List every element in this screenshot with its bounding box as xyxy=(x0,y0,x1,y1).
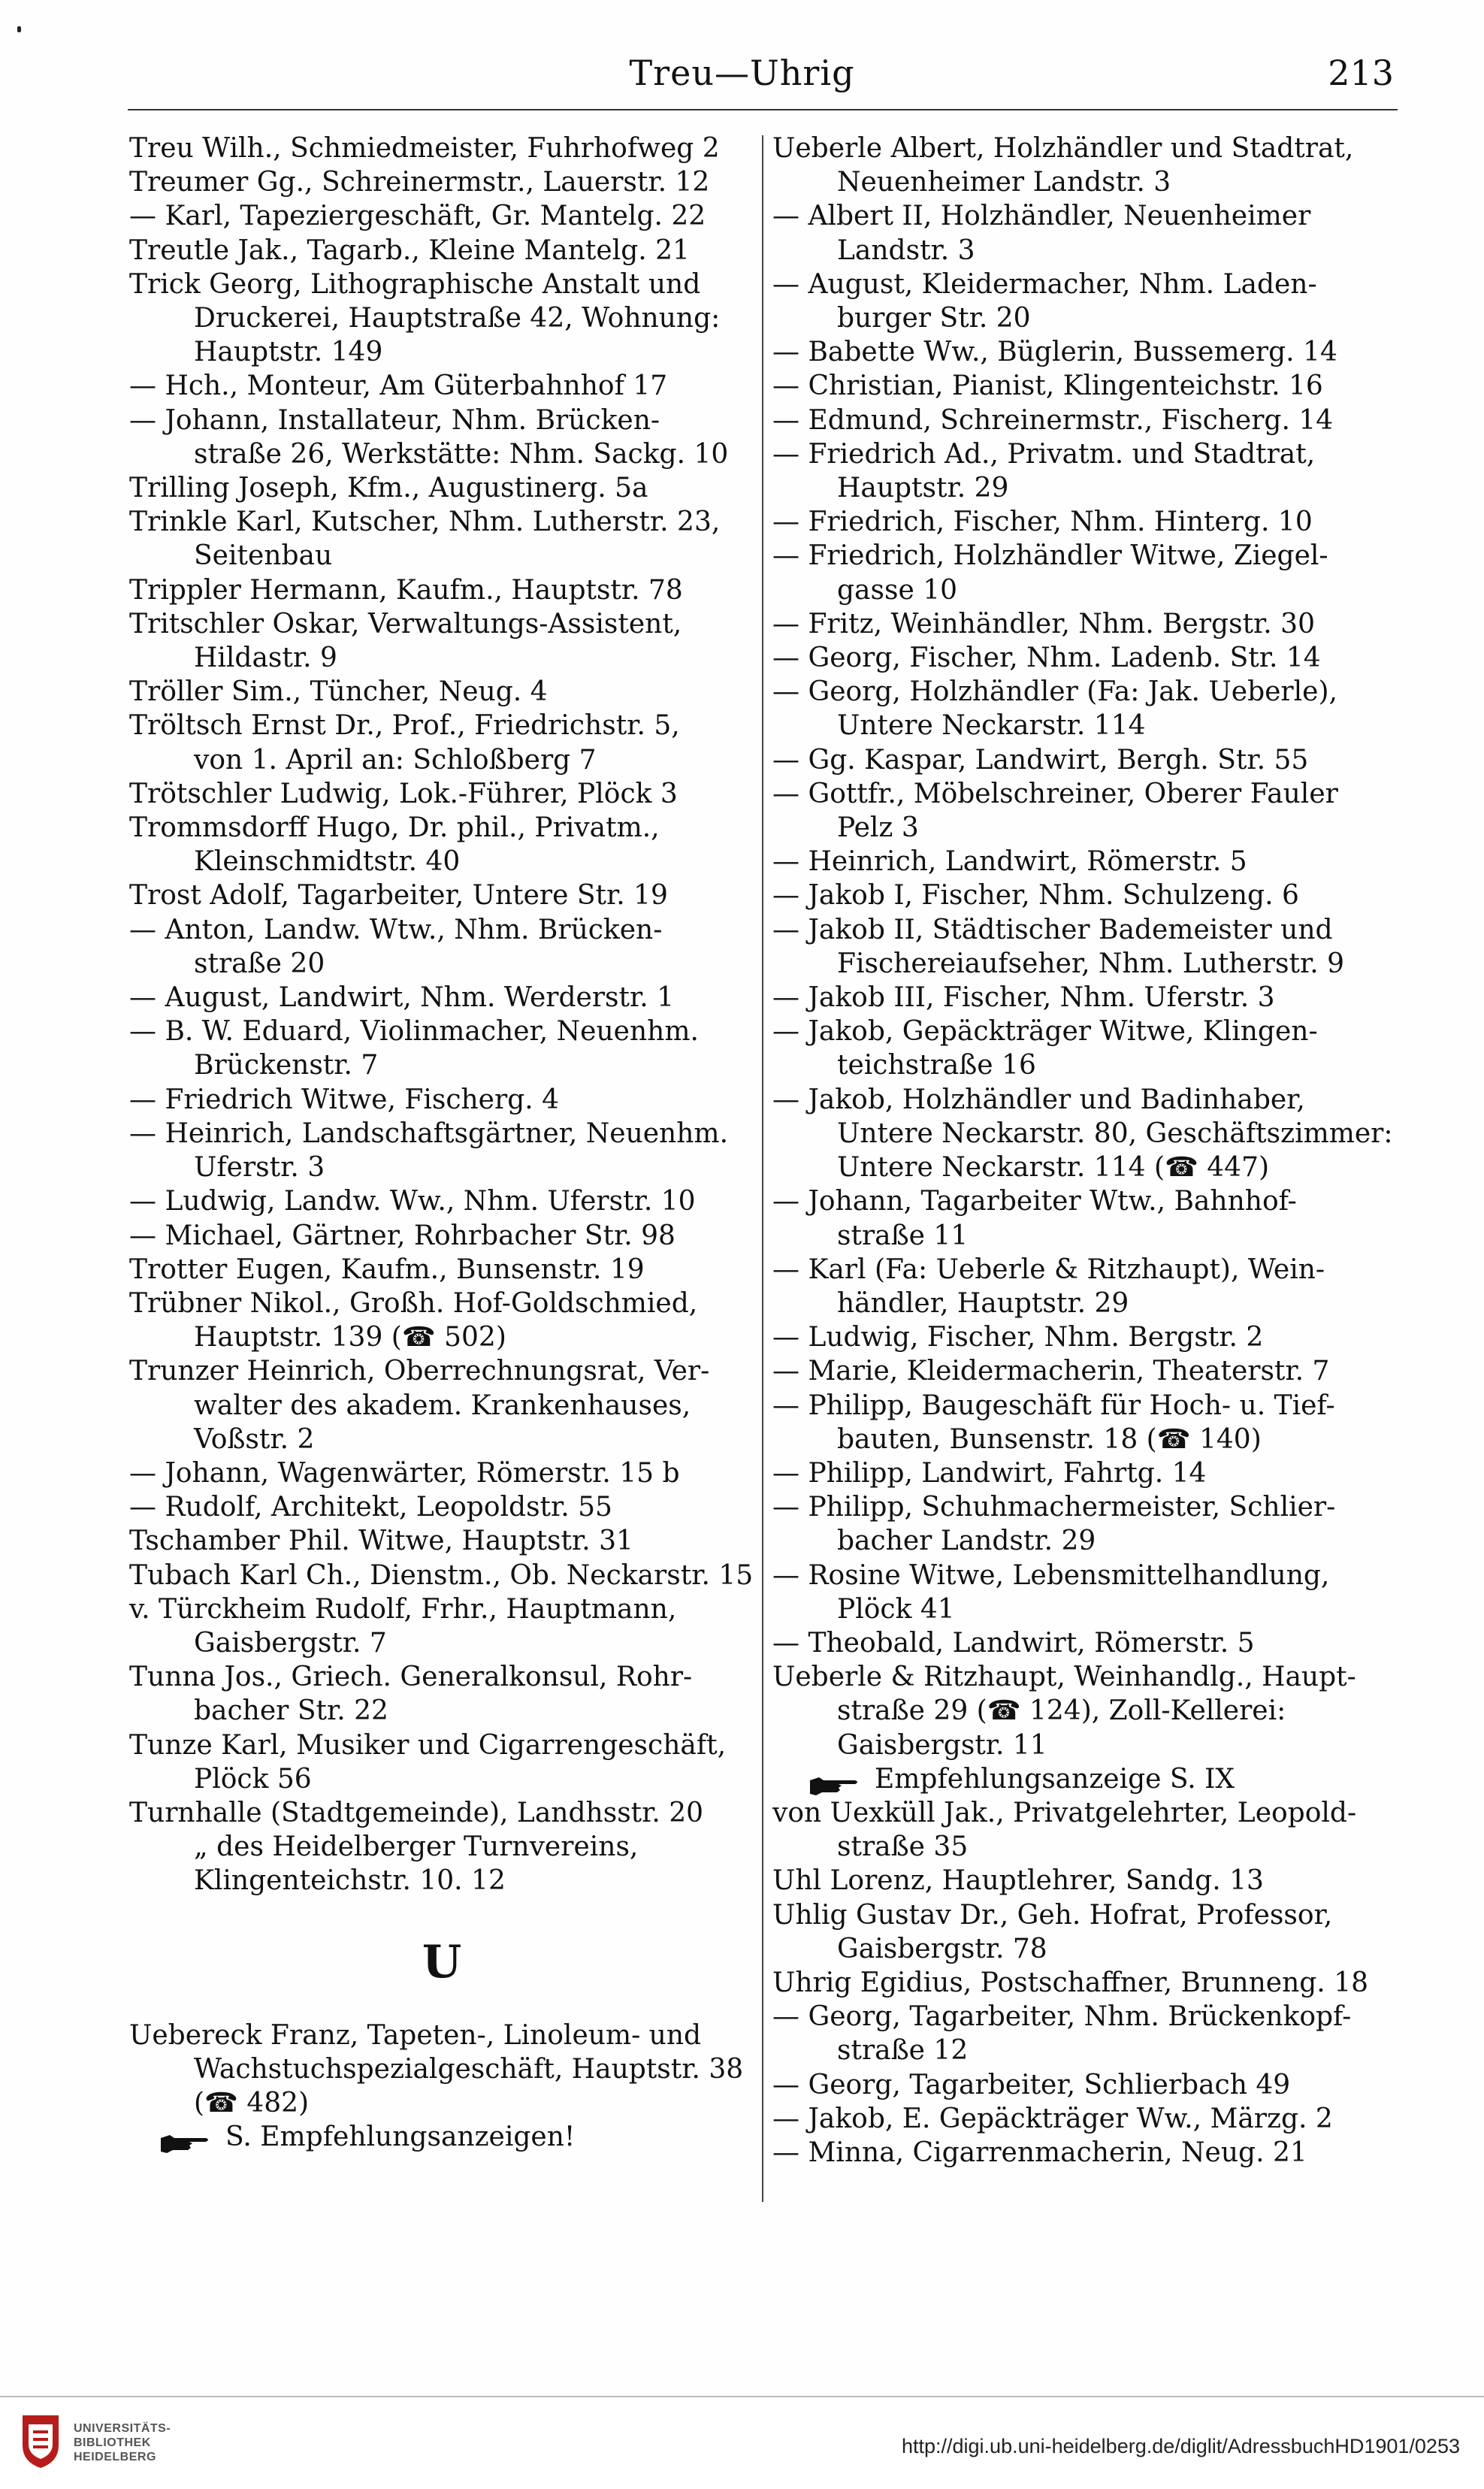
directory-entry xyxy=(129,709,754,776)
directory-entry xyxy=(772,1626,1398,1660)
entry-line: — Friedrich, Holzhändler Witwe, Ziegel- xyxy=(772,540,1328,572)
entry-line: Tubach Karl Ch., Dienstm., Ob. Neckarstr. 15 xyxy=(129,1559,754,1591)
entry-line: — Georg, Tagarbeiter, Schlierbach 49 xyxy=(772,2069,1291,2100)
directory-entry xyxy=(129,471,754,505)
right-column xyxy=(772,132,1398,2221)
entry-line: Trötschler Ludwig, Lok.-Führer, Plöck 3 xyxy=(129,778,678,809)
directory-entry xyxy=(772,1389,1398,1456)
entry-continuation-line: Klingenteichstr. 10. 12 xyxy=(194,1865,506,1897)
entry-continuation-line: straße 11 xyxy=(837,1220,969,1251)
entry-line: Ueberle Albert, Holzhändler und Stadtrat, xyxy=(772,133,1354,164)
directory-entry xyxy=(772,1796,1398,1864)
entry-line: — August, Landwirt, Nhm. Werderstr. 1 xyxy=(129,982,675,1014)
entry-line: — Ludwig, Fischer, Nhm. Bergstr. 2 xyxy=(772,1322,1264,1353)
entry-line: — Jakob, Gepäckträger Witwe, Klingen- xyxy=(772,1016,1318,1048)
directory-entry xyxy=(772,845,1398,879)
entry-continuation-line: Brückenstr. 7 xyxy=(194,1050,379,1081)
entry-continuation-line: Hildastr. 9 xyxy=(194,643,337,674)
footer xyxy=(0,2397,1484,2489)
directory-entry xyxy=(129,132,754,165)
library-name-line: UNIVERSITÄTS- xyxy=(74,2422,171,2435)
directory-entry xyxy=(772,132,1398,199)
directory-entry xyxy=(772,1253,1398,1320)
entry-line: Uebereck Franz, Tapeten-, Linoleum- und xyxy=(129,2019,702,2051)
directory-entry xyxy=(129,165,754,199)
entry-line: — August, Kleidermacher, Nhm. Laden- xyxy=(772,268,1317,300)
entry-continuation-line: „ des Heidelberger Turnvereins, xyxy=(194,1831,639,1863)
entry-continuation-line: straße 12 xyxy=(837,2035,969,2067)
entry-line: Trinkle Karl, Kutscher, Nhm. Lutherstr. 23, xyxy=(129,507,721,538)
entry-continuation-line: Uferstr. 3 xyxy=(194,1152,325,1184)
directory-entry xyxy=(129,1796,754,1898)
directory-entry xyxy=(772,607,1398,641)
entry-line: Trunzer Heinrich, Oberrechnungsrat, Ver- xyxy=(129,1356,710,1387)
entry-line: — Friedrich, Fischer, Nhm. Hinterg. 10 xyxy=(772,507,1313,538)
entry-line: Uhrig Egidius, Postschaffner, Brunneng. 18 xyxy=(772,1967,1369,1998)
column-divider xyxy=(762,135,763,2202)
directory-entry xyxy=(772,2000,1398,2067)
entry-continuation-line: Untere Neckarstr. 114 xyxy=(837,710,1146,742)
left-u-entries xyxy=(129,2019,754,2121)
entry-continuation-line: Kleinschmidtstr. 40 xyxy=(194,846,461,878)
entry-continuation-line: Pelz 3 xyxy=(837,812,919,844)
directory-entry xyxy=(772,1456,1398,1490)
entry-line: Trilling Joseph, Kfm., Augustinerg. 5a xyxy=(129,473,648,504)
entry-line: — Ludwig, Landw. Ww., Nhm. Uferstr. 10 xyxy=(129,1186,696,1217)
entry-line: — Georg, Tagarbeiter, Nhm. Brückenkopf- xyxy=(772,2001,1352,2033)
directory-entry xyxy=(772,268,1398,335)
directory-entry xyxy=(129,913,754,981)
entry-line: Uhl Lorenz, Hauptlehrer, Sandg. 13 xyxy=(772,1865,1264,1897)
entry-line: Turnhalle (Stadtgemeinde), Landhsstr. 20 xyxy=(129,1797,704,1828)
header-divider xyxy=(128,109,1398,110)
entry-line: — Hch., Monteur, Am Güterbahnhof 17 xyxy=(129,370,668,402)
directory-entry xyxy=(129,1015,754,1082)
entry-continuation-line: straße 29 (☎ 124), Zoll-Kellerei: xyxy=(837,1695,1286,1727)
pointing-hand-icon xyxy=(159,2129,212,2149)
library-name xyxy=(74,2421,171,2464)
directory-entry xyxy=(129,1524,754,1558)
directory-entry xyxy=(772,2068,1398,2102)
section-letter: U xyxy=(422,1935,462,1988)
entry-line: Ueberle & Ritzhaupt, Weinhandlg., Haupt- xyxy=(772,1662,1356,1693)
entry-continuation-line: Wachstuchspezialgeschäft, Hauptstr. 38 xyxy=(194,2053,744,2085)
library-name-line: BIBLIOTHEK xyxy=(74,2436,151,2449)
directory-entry xyxy=(772,1898,1398,1966)
directory-entry xyxy=(772,1864,1398,1898)
entry-continuation-line: Untere Neckarstr. 80, Geschäftszimmer: xyxy=(837,1117,1393,1149)
entry-line: — Philipp, Baugeschäft für Hoch- u. Tief- xyxy=(772,1390,1335,1421)
library-name-line: HEIDELBERG xyxy=(74,2451,156,2463)
entry-line: — Michael, Gärtner, Rohrbacher Str. 98 xyxy=(129,1220,676,1251)
entry-continuation-line: Hauptstr. 149 xyxy=(194,337,383,368)
directory-entry xyxy=(772,1354,1398,1388)
directory-entry xyxy=(129,1287,754,1354)
directory-entry xyxy=(772,1490,1398,1558)
directory-entry xyxy=(129,675,754,709)
entry-continuation-line: bacher Landstr. 29 xyxy=(837,1526,1096,1557)
entry-continuation-line: walter des akadem. Krankenhauses, xyxy=(194,1390,691,1421)
entry-continuation-line: Landstr. 3 xyxy=(837,234,975,266)
entry-line: — Karl (Fa: Ueberle & Ritzhaupt), Wein- xyxy=(772,1254,1325,1285)
entry-line: — Fritz, Weinhändler, Nhm. Bergstr. 30 xyxy=(772,608,1315,640)
entry-line: Tröltsch Ernst Dr., Prof., Friedrichstr. 5, xyxy=(129,710,680,742)
print-speck xyxy=(17,26,21,32)
directory-entry xyxy=(772,743,1398,777)
entry-continuation-line: burger Str. 20 xyxy=(837,303,1031,334)
directory-entry xyxy=(129,573,754,607)
entry-line: Treumer Gg., Schreinermstr., Lauerstr. 12 xyxy=(129,167,710,198)
directory-entry xyxy=(772,913,1398,981)
directory-entry xyxy=(129,1660,754,1728)
entry-line: — Johann, Wagenwärter, Römerstr. 15 b xyxy=(129,1457,680,1489)
entry-line: Tunna Jos., Griech. Generalkonsul, Rohr- xyxy=(129,1662,693,1693)
directory-entry xyxy=(772,2136,1398,2170)
entry-continuation-line: Plöck 56 xyxy=(194,1763,312,1795)
entry-line: — Theobald, Landwirt, Römerstr. 5 xyxy=(772,1627,1255,1659)
directory-entry xyxy=(772,1966,1398,2000)
entry-line: — Minna, Cigarrenmacherin, Neug. 21 xyxy=(772,2137,1307,2168)
directory-entry xyxy=(772,505,1398,539)
entry-line: — Georg, Fischer, Nhm. Ladenb. Str. 14 xyxy=(772,643,1321,674)
entry-continuation-line: teichstraße 16 xyxy=(837,1050,1036,1081)
directory-entry xyxy=(129,268,754,370)
entry-line: — Marie, Kleidermacherin, Theaterstr. 7 xyxy=(772,1356,1330,1387)
entry-line: — Gottfr., Möbelschreiner, Oberer Fauler xyxy=(772,778,1338,809)
directory-entry xyxy=(129,607,754,675)
entry-line: — Heinrich, Landschaftsgärtner, Neuenhm. xyxy=(129,1117,729,1149)
entry-line: von Uexküll Jak., Privatgelehrter, Leopold- xyxy=(772,1797,1357,1828)
entry-line: — Philipp, Schuhmachermeister, Schlier- xyxy=(772,1492,1336,1523)
directory-entry xyxy=(129,1354,754,1456)
page-title: Treu—Uhrig xyxy=(629,53,855,93)
entry-line: — Jakob III, Fischer, Nhm. Uferstr. 3 xyxy=(772,982,1275,1014)
directory-entry xyxy=(129,879,754,912)
entry-continuation-line: Gaisbergstr. 7 xyxy=(194,1627,387,1659)
entry-line: Tröller Sim., Tüncher, Neug. 4 xyxy=(129,676,548,708)
directory-entry xyxy=(772,335,1398,369)
entry-continuation-line: Hauptstr. 29 xyxy=(837,473,1009,504)
entry-continuation-line: bauten, Bunsenstr. 18 (☎ 140) xyxy=(837,1423,1262,1455)
entry-line: v. Türckheim Rudolf, Frhr., Hauptmann, xyxy=(129,1593,677,1625)
entry-continuation-line: bacher Str. 22 xyxy=(194,1695,388,1727)
directory-entry xyxy=(772,404,1398,437)
left-column xyxy=(129,132,754,2221)
pointing-hand-icon xyxy=(808,1771,861,1791)
directory-entry xyxy=(129,1184,754,1218)
entry-line: Trotter Eugen, Kaufm., Bunsenstr. 19 xyxy=(129,1254,645,1285)
advertisement-note-text: S. Empfehlungsanzeigen! xyxy=(225,2122,576,2153)
entry-line: — Babette Ww., Büglerin, Bussemerg. 14 xyxy=(772,337,1337,368)
entry-line: Trick Georg, Lithographische Anstalt und xyxy=(129,268,701,300)
entry-continuation-line: Druckerei, Hauptstraße 42, Wohnung: xyxy=(194,303,721,334)
directory-entry xyxy=(772,369,1398,403)
right-entries xyxy=(772,132,1398,1762)
directory-entry xyxy=(129,404,754,471)
directory-entry xyxy=(129,777,754,811)
advertisement-note xyxy=(129,2120,754,2154)
directory-entry xyxy=(772,1184,1398,1252)
entry-continuation-line: Neuenheimer Landstr. 3 xyxy=(837,167,1171,198)
entry-continuation-line: straße 26, Werkstätte: Nhm. Sackg. 10 xyxy=(194,438,729,470)
entry-line: — Gg. Kaspar, Landwirt, Bergh. Str. 55 xyxy=(772,744,1309,776)
entry-line: — Friedrich Witwe, Fischerg. 4 xyxy=(129,1084,560,1115)
entry-line: — Johann, Installateur, Nhm. Brücken- xyxy=(129,404,660,436)
entry-line: — Heinrich, Landwirt, Römerstr. 5 xyxy=(772,846,1247,878)
entry-line: — Anton, Landw. Wtw., Nhm. Brücken- xyxy=(129,914,663,945)
entry-continuation-line: Gaisbergstr. 78 xyxy=(837,1933,1047,1964)
entry-line: — Jakob, E. Gepäckträger Ww., Märzg. 2 xyxy=(772,2103,1333,2134)
directory-entry xyxy=(129,369,754,403)
directory-entry xyxy=(129,1117,754,1184)
directory-entry xyxy=(129,1490,754,1524)
entry-continuation-line: straße 20 xyxy=(194,948,325,979)
directory-entry xyxy=(772,675,1398,742)
directory-entry xyxy=(129,199,754,233)
entry-line: — Karl, Tapeziergeschäft, Gr. Mantelg. 22 xyxy=(129,201,706,232)
entry-line: Tunze Karl, Musiker und Cigarrengeschäft, xyxy=(129,1729,727,1761)
entry-continuation-line: Plöck 41 xyxy=(837,1593,955,1625)
entry-continuation-line: gasse 10 xyxy=(837,574,958,606)
entry-line: — Rosine Witwe, Lebensmittelhandlung, xyxy=(772,1559,1330,1591)
entry-continuation-line: (☎ 482) xyxy=(194,2087,310,2119)
directory-entry xyxy=(129,1083,754,1117)
entry-line: Trost Adolf, Tagarbeiter, Untere Str. 19 xyxy=(129,880,668,912)
entry-line: Tritschler Oskar, Verwaltungs-Assistent, xyxy=(129,608,682,640)
directory-entry xyxy=(772,641,1398,675)
right-entries-after xyxy=(772,1796,1398,2170)
directory-entry xyxy=(772,539,1398,606)
advertisement-note xyxy=(772,1762,1398,1796)
directory-entry xyxy=(772,1083,1398,1185)
entry-continuation-line: straße 35 xyxy=(837,1831,969,1863)
entry-continuation-line: Voßstr. 2 xyxy=(194,1423,315,1455)
entry-line: — Georg, Holzhändler (Fa: Jak. Ueberle), xyxy=(772,676,1337,708)
entry-line: Uhlig Gustav Dr., Geh. Hofrat, Professor, xyxy=(772,1899,1333,1931)
entry-line: — Jakob II, Städtischer Bademeister und xyxy=(772,914,1333,945)
entry-continuation-line: Hauptstr. 139 (☎ 502) xyxy=(194,1322,506,1353)
entry-continuation-line: Fischereiaufseher, Nhm. Lutherstr. 9 xyxy=(837,948,1344,979)
entry-line: — B. W. Eduard, Violinmacher, Neuenhm. xyxy=(129,1016,699,1048)
university-library-logo xyxy=(17,2411,65,2471)
entry-line: Treu Wilh., Schmiedmeister, Fuhrhofweg 2 xyxy=(129,133,720,164)
directory-entry xyxy=(772,2102,1398,2136)
directory-entry xyxy=(129,1253,754,1287)
entry-continuation-line: Seitenbau xyxy=(194,540,333,572)
entry-line: — Friedrich Ad., Privatm. und Stadtrat, xyxy=(772,438,1316,470)
directory-entry xyxy=(772,1559,1398,1626)
directory-entry xyxy=(129,234,754,268)
directory-entry xyxy=(772,879,1398,912)
entry-line: — Philipp, Landwirt, Fahrtg. 14 xyxy=(772,1457,1207,1489)
directory-entry xyxy=(772,1015,1398,1082)
directory-entry xyxy=(129,981,754,1015)
entry-continuation-line: Untere Neckarstr. 114 (☎ 447) xyxy=(837,1152,1270,1184)
entry-line: — Johann, Tagarbeiter Wtw., Bahnhof- xyxy=(772,1186,1297,1217)
entry-line: Tschamber Phil. Witwe, Hauptstr. 31 xyxy=(129,1526,633,1557)
directory-entry xyxy=(129,811,754,879)
entry-continuation-line: Gaisbergstr. 11 xyxy=(837,1729,1047,1761)
entry-line: — Edmund, Schreinermstr., Fischerg. 14 xyxy=(772,404,1334,436)
directory-entry xyxy=(772,1660,1398,1762)
source-url[interactable]: http://digi.ub.uni-heidelberg.de/diglit/AdressbuchHD1901/0253 xyxy=(901,2435,1460,2457)
directory-entry xyxy=(772,199,1398,267)
directory-entry xyxy=(772,437,1398,505)
left-entries xyxy=(129,132,754,1898)
directory-entry xyxy=(772,777,1398,845)
entry-line: — Jakob, Holzhändler und Badinhaber, xyxy=(772,1084,1305,1115)
directory-entry xyxy=(129,1559,754,1592)
entry-continuation-line: von 1. April an: Schloßberg 7 xyxy=(194,744,597,776)
directory-entry xyxy=(129,1592,754,1660)
entry-line: Trübner Nikol., Großh. Hof-Goldschmied, xyxy=(129,1287,698,1319)
page-number: 213 xyxy=(1328,53,1394,93)
entry-line: — Rudolf, Architekt, Leopoldstr. 55 xyxy=(129,1492,612,1523)
directory-entry xyxy=(772,1320,1398,1354)
entry-line: Trommsdorff Hugo, Dr. phil., Privatm., xyxy=(129,812,660,844)
directory-entry xyxy=(129,1456,754,1490)
entry-line: — Albert II, Holzhändler, Neuenheimer xyxy=(772,201,1311,232)
entry-line: Trippler Hermann, Kaufm., Hauptstr. 78 xyxy=(129,574,683,606)
entry-line: — Christian, Pianist, Klingenteichstr. 16 xyxy=(772,370,1323,402)
entry-line: Treutle Jak., Tagarb., Kleine Mantelg. 21 xyxy=(129,234,690,266)
advertisement-note-text: Empfehlungsanzeige S. IX xyxy=(875,1763,1235,1795)
entry-continuation-line: händler, Hauptstr. 29 xyxy=(837,1287,1129,1319)
directory-entry xyxy=(129,1219,754,1253)
directory-entry xyxy=(772,981,1398,1015)
entry-line: — Jakob I, Fischer, Nhm. Schulzeng. 6 xyxy=(772,880,1299,912)
directory-entry xyxy=(129,1728,754,1796)
directory-entry xyxy=(129,2019,754,2121)
directory-entry xyxy=(129,505,754,573)
